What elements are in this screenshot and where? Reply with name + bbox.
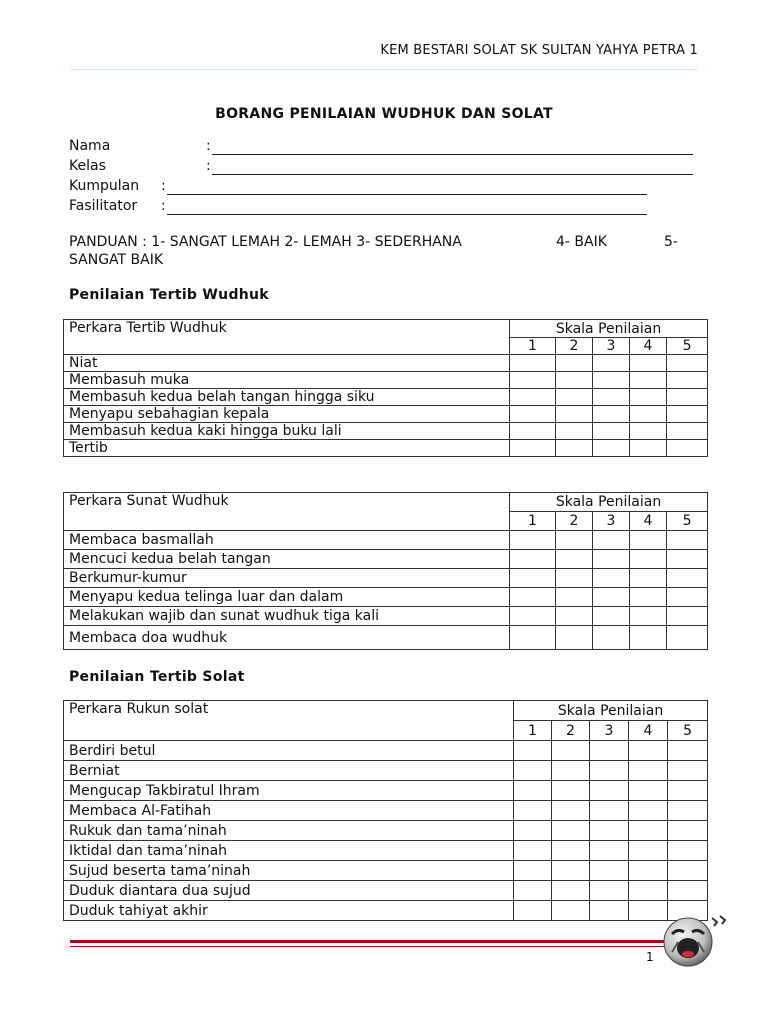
rating-cell[interactable]: [552, 881, 590, 901]
rating-cell[interactable]: [556, 607, 593, 626]
rating-cell[interactable]: [630, 389, 667, 406]
kelas-line[interactable]: [212, 174, 693, 175]
rating-cell[interactable]: [667, 389, 708, 406]
rating-cell[interactable]: [630, 440, 667, 457]
rating-cell[interactable]: [630, 550, 667, 569]
rating-cell[interactable]: [630, 423, 667, 440]
rating-cell[interactable]: [514, 821, 552, 841]
rating-cell[interactable]: [593, 389, 630, 406]
table-row: Melakukan wajib dan sunat wudhuk tiga kali: [64, 607, 510, 626]
guide-text-1: PANDUAN : 1- SANGAT LEMAH 2- LEMAH 3- SEDERHANA: [69, 234, 462, 250]
rating-cell[interactable]: [552, 801, 590, 821]
rating-cell[interactable]: [667, 550, 708, 569]
guide-text-2: 4- BAIK: [556, 234, 607, 250]
rating-cell[interactable]: [552, 861, 590, 881]
table-row: Berkumur-kumur: [64, 569, 510, 588]
scale-header: Skala Penilaian: [510, 320, 708, 338]
table-row: Sujud beserta tama’ninah: [64, 861, 514, 881]
scale-5: 5: [667, 512, 708, 531]
rating-cell[interactable]: [629, 821, 668, 841]
table-row: Duduk diantara dua sujud: [64, 881, 514, 901]
rating-cell[interactable]: [629, 741, 668, 761]
rating-cell[interactable]: [593, 406, 630, 423]
rating-cell[interactable]: [510, 626, 556, 650]
rating-cell[interactable]: [667, 607, 708, 626]
rating-cell[interactable]: [593, 626, 630, 650]
table-row: Membasuh muka: [64, 372, 510, 389]
rating-cell[interactable]: [629, 781, 668, 801]
table-row: Niat: [64, 355, 510, 372]
rating-cell[interactable]: [629, 841, 668, 861]
rating-cell[interactable]: [593, 372, 630, 389]
rating-cell[interactable]: [510, 423, 556, 440]
rating-cell[interactable]: [510, 355, 556, 372]
rating-cell[interactable]: [590, 861, 629, 881]
rating-cell[interactable]: [630, 569, 667, 588]
rating-cell[interactable]: [514, 861, 552, 881]
table-sunat-wudhuk: [63, 492, 708, 650]
rating-cell[interactable]: [667, 372, 708, 389]
scale-2: 2: [556, 338, 593, 355]
rating-cell[interactable]: [552, 761, 590, 781]
table-row: Menyapu sebahagian kepala: [64, 406, 510, 423]
rating-cell[interactable]: [514, 881, 552, 901]
rating-cell[interactable]: [556, 423, 593, 440]
rating-cell[interactable]: [552, 821, 590, 841]
field-label-nama: Nama: [69, 138, 111, 154]
rating-cell[interactable]: [510, 406, 556, 423]
table-header: Perkara Sunat Wudhuk: [64, 493, 510, 531]
guide: [69, 233, 689, 269]
table-rukun-solat: [63, 700, 708, 921]
rating-cell[interactable]: [593, 355, 630, 372]
rating-cell[interactable]: [556, 569, 593, 588]
rating-cell[interactable]: [552, 901, 590, 921]
rating-cell[interactable]: [514, 801, 552, 821]
rating-cell[interactable]: [629, 801, 668, 821]
crying-face-icon: [660, 912, 730, 970]
rating-cell[interactable]: [668, 801, 708, 821]
form-title: BORANG PENILAIAN WUDHUK DAN SOLAT: [215, 106, 553, 122]
table-tertib-wudhuk: [63, 319, 708, 457]
rating-cell[interactable]: [510, 531, 556, 550]
scale-5: 5: [667, 338, 708, 355]
scale-header: Skala Penilaian: [514, 701, 708, 721]
rating-cell[interactable]: [593, 607, 630, 626]
rating-cell[interactable]: [590, 761, 629, 781]
guide-text-3: 5-: [664, 234, 678, 250]
rating-cell[interactable]: [510, 588, 556, 607]
rating-cell[interactable]: [556, 550, 593, 569]
rating-cell[interactable]: [590, 821, 629, 841]
rating-cell[interactable]: [510, 372, 556, 389]
rating-cell[interactable]: [590, 801, 629, 821]
section-title-solat: Penilaian Tertib Solat: [69, 669, 245, 685]
table-row: Tertib: [64, 440, 510, 457]
nama-line[interactable]: [212, 154, 693, 155]
rating-cell[interactable]: [556, 588, 593, 607]
table-row: Rukuk dan tama’ninah: [64, 821, 514, 841]
rating-cell[interactable]: [556, 372, 593, 389]
table-row: Mengucap Takbiratul Ihram: [64, 781, 514, 801]
scale-1: 1: [510, 512, 556, 531]
rating-cell[interactable]: [629, 861, 668, 881]
section-title-wudhuk: Penilaian Tertib Wudhuk: [69, 287, 269, 303]
table-row: Berdiri betul: [64, 741, 514, 761]
rating-cell[interactable]: [667, 406, 708, 423]
scale-4: 4: [629, 721, 668, 741]
rating-cell[interactable]: [590, 901, 629, 921]
rating-cell[interactable]: [668, 841, 708, 861]
field-colon-nama: :: [206, 138, 211, 154]
page-header: KEM BESTARI SOLAT SK SULTAN YAHYA PETRA 1: [380, 43, 698, 58]
fasilitator-line[interactable]: [167, 214, 647, 215]
rating-cell[interactable]: [630, 607, 667, 626]
rating-cell[interactable]: [630, 406, 667, 423]
footer-rule-thin: [70, 946, 698, 947]
rating-cell[interactable]: [667, 440, 708, 457]
rating-cell[interactable]: [667, 355, 708, 372]
guide-text-4: SANGAT BAIK: [69, 252, 164, 268]
scale-3: 3: [593, 338, 630, 355]
scale-5: 5: [668, 721, 708, 741]
rating-cell[interactable]: [629, 881, 668, 901]
scale-2: 2: [556, 512, 593, 531]
rating-cell[interactable]: [556, 626, 593, 650]
field-colon-fasilitator: :: [161, 198, 166, 214]
rating-cell[interactable]: [510, 440, 556, 457]
rating-cell[interactable]: [552, 781, 590, 801]
field-label-kelas: Kelas: [69, 158, 106, 174]
rating-cell[interactable]: [556, 531, 593, 550]
rating-cell[interactable]: [668, 861, 708, 881]
rating-cell[interactable]: [590, 741, 629, 761]
rating-cell[interactable]: [593, 440, 630, 457]
rating-cell[interactable]: [668, 881, 708, 901]
rating-cell[interactable]: [552, 841, 590, 861]
footer-rule: [70, 940, 698, 943]
rating-cell[interactable]: [510, 550, 556, 569]
field-colon-kelas: :: [206, 158, 211, 174]
rating-cell[interactable]: [552, 741, 590, 761]
rating-cell[interactable]: [593, 550, 630, 569]
table-header: Perkara Tertib Wudhuk: [64, 320, 510, 355]
rating-cell[interactable]: [630, 531, 667, 550]
rating-cell[interactable]: [556, 355, 593, 372]
rating-cell[interactable]: [629, 761, 668, 781]
rating-cell[interactable]: [556, 389, 593, 406]
rating-cell[interactable]: [593, 569, 630, 588]
rating-cell[interactable]: [630, 372, 667, 389]
rating-cell[interactable]: [668, 781, 708, 801]
table-row: Duduk tahiyat akhir: [64, 901, 514, 921]
field-label-fasilitator: Fasilitator: [69, 198, 138, 214]
scale-1: 1: [514, 721, 552, 741]
rating-cell[interactable]: [593, 588, 630, 607]
rating-cell[interactable]: [514, 761, 552, 781]
page-number: 1: [646, 950, 654, 964]
rating-cell[interactable]: [630, 626, 667, 650]
rating-cell[interactable]: [590, 881, 629, 901]
scale-3: 3: [593, 512, 630, 531]
rating-cell[interactable]: [556, 440, 593, 457]
rating-cell[interactable]: [667, 626, 708, 650]
rating-cell[interactable]: [590, 841, 629, 861]
scale-1: 1: [510, 338, 556, 355]
rating-cell[interactable]: [667, 423, 708, 440]
table-row: Membasuh kedua kaki hingga buku lali: [64, 423, 510, 440]
rating-cell[interactable]: [667, 531, 708, 550]
header-rule: [70, 69, 698, 70]
rating-cell[interactable]: [630, 355, 667, 372]
rating-cell[interactable]: [593, 423, 630, 440]
scale-4: 4: [630, 512, 667, 531]
rating-cell[interactable]: [593, 531, 630, 550]
kumpulan-line[interactable]: [167, 194, 647, 195]
table-row: Membaca Al-Fatihah: [64, 801, 514, 821]
rating-cell[interactable]: [668, 761, 708, 781]
field-label-kumpulan: Kumpulan: [69, 178, 140, 194]
rating-cell[interactable]: [514, 841, 552, 861]
rating-cell[interactable]: [510, 607, 556, 626]
table-row: Menyapu kedua telinga luar dan dalam: [64, 588, 510, 607]
table-row: Membaca doa wudhuk: [64, 626, 510, 650]
scale-4: 4: [630, 338, 667, 355]
rating-cell[interactable]: [668, 741, 708, 761]
field-colon-kumpulan: :: [161, 178, 166, 194]
scale-3: 3: [590, 721, 629, 741]
rating-cell[interactable]: [590, 781, 629, 801]
rating-cell[interactable]: [510, 389, 556, 406]
table-header: Perkara Rukun solat: [64, 701, 514, 741]
rating-cell[interactable]: [668, 821, 708, 841]
rating-cell[interactable]: [514, 901, 552, 921]
scale-header: Skala Penilaian: [510, 493, 708, 512]
rating-cell[interactable]: [667, 569, 708, 588]
rating-cell[interactable]: [510, 569, 556, 588]
scale-2: 2: [552, 721, 590, 741]
table-row: Iktidal dan tama’ninah: [64, 841, 514, 861]
rating-cell[interactable]: [514, 781, 552, 801]
rating-cell[interactable]: [556, 406, 593, 423]
table-row: Membaca basmallah: [64, 531, 510, 550]
table-row: Berniat: [64, 761, 514, 781]
rating-cell[interactable]: [667, 588, 708, 607]
rating-cell[interactable]: [514, 741, 552, 761]
table-row: Membasuh kedua belah tangan hingga siku: [64, 389, 510, 406]
rating-cell[interactable]: [630, 588, 667, 607]
table-row: Mencuci kedua belah tangan: [64, 550, 510, 569]
